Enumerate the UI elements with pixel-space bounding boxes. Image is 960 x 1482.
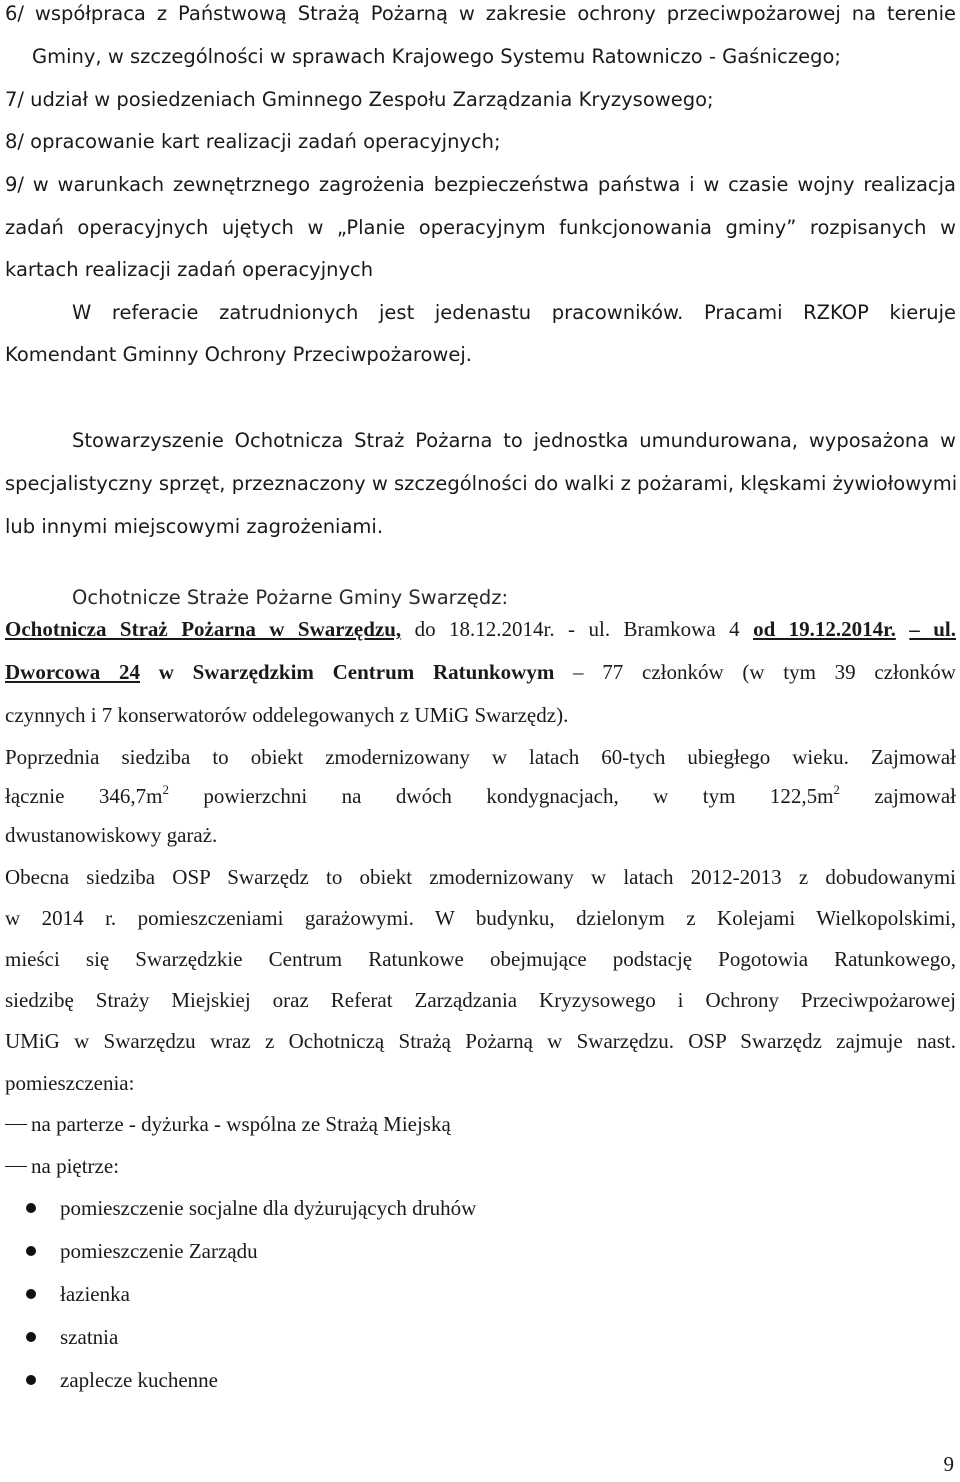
duty-item-9-line-2: zadań operacyjnych ujętych w „Planie operacyjnym funkcjonowania gminy” rozpisanych w <box>5 216 956 239</box>
duty-item-8: 8/ opracowanie kart realizacji zadań operacyjnych; <box>5 130 501 153</box>
current-seat-line-3: mieści się Swarzędzkie Centrum Ratunkowe obejmujące podstację Pogotowia Ratunkowego, <box>5 947 956 971</box>
osp-new-street: Dworcowa 24 <box>5 660 140 684</box>
osp-unit-name: Ochotnicza Straż Pożarna w Swarzędzu, <box>5 617 402 641</box>
duty-item-9-line-1: 9/ w warunkach zewnętrznego zagrożenia bezpieczeństwa państwa i w czasie wojny realizacja <box>5 173 956 196</box>
current-seat-line-2: w 2014 r. pomieszczeniami garażowymi. W budynku, dzielonym z Kolejami Wielkopolskimi, <box>5 906 956 930</box>
bullet-icon <box>26 1246 36 1256</box>
room-label: pomieszczenie Zarządu <box>60 1239 258 1263</box>
osp-heading: Ochotnicze Straże Pożarne Gminy Swarzędz: <box>72 586 509 609</box>
current-seat-line-6: pomieszczenia: <box>5 1071 135 1095</box>
previous-seat-line-3: dwustanowiskowy garaż. <box>5 823 218 847</box>
staff-line-1: W referacie zatrudnionych jest jedenastu pracowników. Pracami RZKOP kieruje <box>72 301 956 324</box>
osp-new-date: od 19.12.2014r. <box>753 617 896 641</box>
association-line-3: lub innymi miejscowymi zagrożeniami. <box>5 515 384 538</box>
bullet-icon <box>26 1289 36 1299</box>
bullet-icon <box>26 1203 36 1213</box>
previous-seat-line-1: Poprzednia siedziba to obiekt zmodernizowany w latach 60-tych ubiegłego wieku. Zajmował <box>5 745 956 769</box>
duty-item-7: 7/ udział w posiedzeniach Gminnego Zespołu Zarządzania Kryzysowego; <box>5 88 714 111</box>
current-seat-line-4: siedzibę Straży Miejskiej oraz Referat Zarządzania Kryzysowego i Ochrony Przeciwpożarowej <box>5 988 956 1012</box>
page-number: 9 <box>943 1452 954 1476</box>
room-label: szatnia <box>60 1325 119 1349</box>
bullet-icon <box>26 1375 36 1385</box>
duty-item-6-line-1: 6/ współpraca z Państwową Strażą Pożarną w zakresie ochrony przeciwpożarowej na terenie <box>5 2 956 25</box>
duty-item-9-line-3: kartach realizacji zadań operacyjnych <box>5 258 374 281</box>
osp-centre-name: w Swarzędzkim Centrum Ratunkowym <box>139 660 555 684</box>
current-seat-line-5: UMiG w Swarzędzu wraz z Ochotniczą Strażą Pożarną w Swarzędzu. OSP Swarzędz zajmuje nast. <box>5 1029 956 1053</box>
floor-item-label: na parterze - dyżurka - wspólna ze Strażą Miejską <box>31 1112 451 1136</box>
previous-seat-line-2: łącznie $346,7m^2$ powierzchni na dwóch kondygnacjach, w tym $122,5m^2$ zajmował <box>5 782 956 808</box>
osp-unit-line-1 <box>5 617 956 641</box>
duty-item-6-line-2: Gminy, w szczególności w sprawach Krajowego Systemu Ratowniczo - Gaśniczego; <box>32 45 842 68</box>
dash-marker-icon <box>5 1124 27 1125</box>
osp-members: – 77 członków (w tym 39 członków <box>554 660 956 684</box>
osp-unit-line-2 <box>5 660 956 684</box>
osp-new-street-prefix: – ul. <box>909 617 957 641</box>
floor-item-label: na piętrze: <box>31 1154 120 1178</box>
association-line-1: Stowarzyszenie Ochotnicza Straż Pożarna to jednostka umundurowana, wyposażona w <box>72 429 956 452</box>
room-label: zaplecze kuchenne <box>60 1368 218 1392</box>
staff-line-2: Komendant Gminny Ochrony Przeciwpożarowej. <box>5 343 472 366</box>
osp-old-address: do 18.12.2014r. - ul. Bramkowa 4 <box>401 617 754 641</box>
dash-marker-icon <box>5 1166 27 1167</box>
room-label: pomieszczenie socjalne dla dyżurujących druhów <box>60 1196 477 1220</box>
current-seat-line-1: Obecna siedziba OSP Swarzędz to obiekt zmodernizowany w latach 2012-2013 z dobudowanymi <box>5 865 956 889</box>
association-line-2: specjalistyczny sprzęt, przeznaczony w szczególności do walki z pożarami, klęskami żywiołowymi <box>5 472 958 495</box>
bullet-icon <box>26 1332 36 1342</box>
osp-unit-line-3: czynnych i 7 konserwatorów oddelegowanych z UMiG Swarzędz). <box>5 703 569 727</box>
room-label: łazienka <box>60 1282 130 1306</box>
